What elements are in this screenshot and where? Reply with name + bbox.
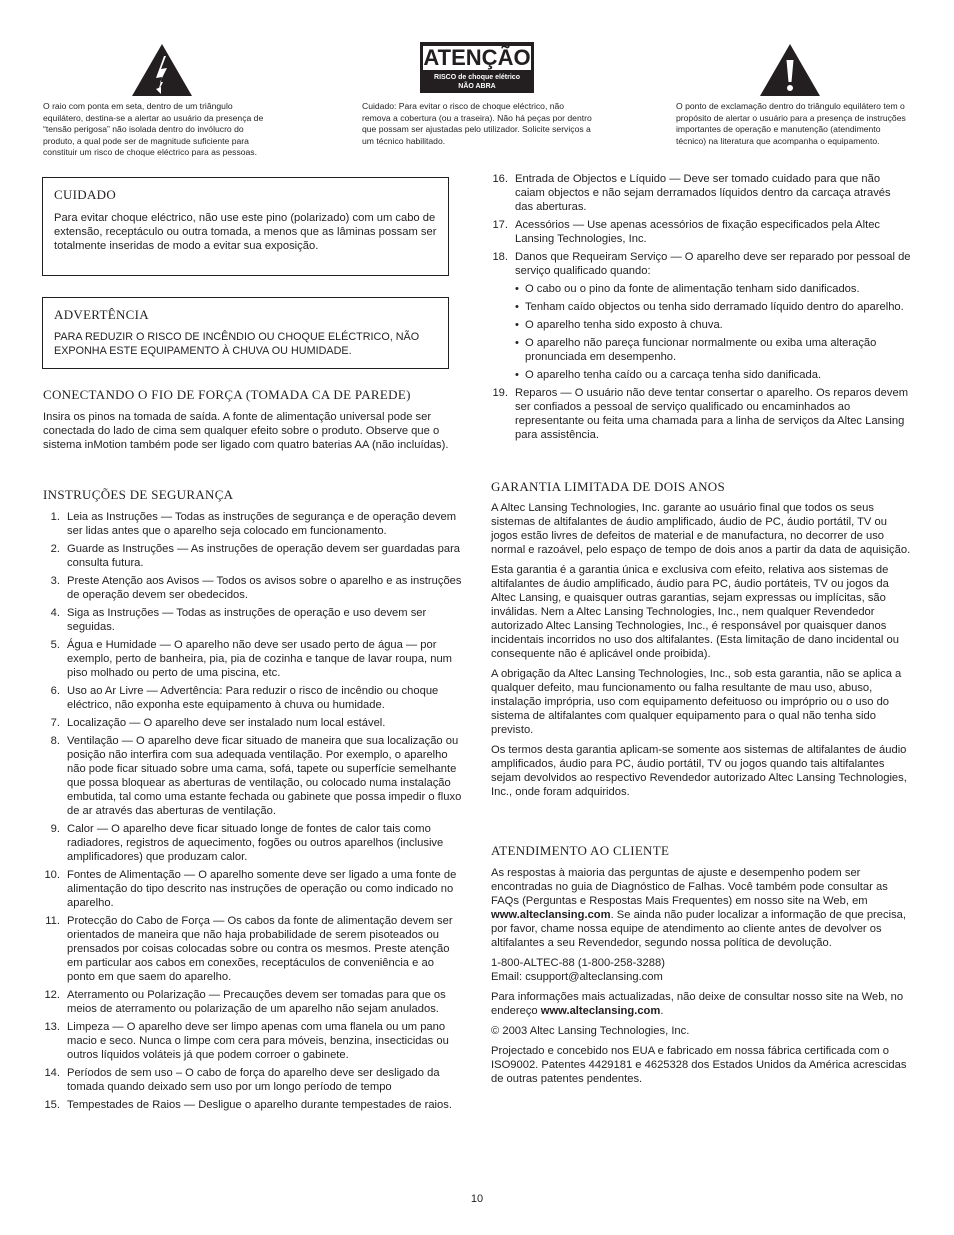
cuidado-text: Para evitar choque eléctrico, não use este pino (polarizado) com um cabo de extensão, receptáculo ou outra tomada, a menos que as lâminas possam ser totalmente inseridas de modo a evitar sua exposição.	[54, 212, 437, 252]
list-item-6	[43, 684, 463, 712]
item-number: 18.	[492, 251, 508, 263]
item-number: 3.	[50, 575, 60, 587]
attention-line-1: RISCO de choque elétrico	[434, 74, 520, 81]
list-item-15	[43, 1098, 463, 1112]
contact-info	[491, 956, 911, 984]
bullet-item: • O aparelho não pareça funcionar normalmente ou exiba uma alteração pronunciada em desempenho.	[515, 337, 877, 363]
advertencia-text: PARA REDUZIR O RISCO DE INCÊNDIO OU CHOQUE ELÉCTRICO, NÃO EXPONHA ESTE EQUIPAMENTO À CHUVA OU HUMIDADE.	[54, 331, 420, 357]
conectando-text: Insira os pinos na tomada de saída. A fonte de alimentação universal pode ser conectada do lado de cima sem qualquer efeito sobre o produto. Observe que o sistema inMotion também pode ser ligado com quatro baterias AA (não incluídas).	[43, 411, 449, 451]
atendimento-body	[491, 866, 911, 1092]
item-text: Siga as Instruções — Todas as instruções de operação e uso devem ser seguidas.	[67, 607, 427, 633]
item-number: 14.	[44, 1067, 60, 1079]
item-text: Ventilação — O aparelho deve ficar situado de maneira que sua localização ou posição não interfira com sua adequada ventilação. Por exemplo, o aparelho não pode ficar situado sobre uma cama, sofá, tapete ou superfície semelhante que possa bloquear as aberturas de ventilação, ou colocado numa instalação embutida, tal como uma estante fechada ou gabinete que possa impedir o fluxo de ar através das aberturas de ventilação.	[67, 735, 462, 817]
conectando-heading: CONECTANDO O FIO DE FORÇA (TOMADA CA DE PAREDE)	[43, 387, 411, 402]
item-number: 7.	[50, 717, 60, 729]
item-text: Reparos — O usuário não deve tentar consertar o aparelho. Os reparos devem ser confiados a pessoal de serviço qualificado ou encaminhados ao representante ou feita uma chamada para a linha de serviços da Altec Lansing para assistência.	[515, 387, 909, 441]
item-text: Água e Humidade — O aparelho não deve ser usado perto de água — por exemplo, perto de banheira, pia, pia de cozinha e tanque de lavar roupa, num piso molhado ou perto de uma piscina, etc.	[67, 639, 452, 679]
instructions-continued	[491, 172, 911, 446]
list-item-11	[43, 914, 463, 984]
attention-line-2: NÃO ABRA	[458, 83, 496, 90]
list-item-13	[43, 1020, 463, 1062]
list-item-18	[491, 250, 911, 278]
item-text: Tempestades de Raios — Desligue o aparelho durante tempestades de raios.	[67, 1099, 452, 1111]
exclamation-warning-icon	[758, 42, 822, 98]
item-number: 2.	[50, 543, 60, 555]
garantia-body	[491, 501, 911, 805]
list-item-12	[43, 988, 463, 1016]
item-text: Uso ao Ar Livre — Advertência: Para reduzir o risco de incêndio ou choque eléctrico, não exponha este equipamento à chuva ou humidade.	[67, 685, 439, 711]
instrucoes-heading: INSTRUÇÕES DE SEGURANÇA	[43, 487, 234, 502]
item-text: Guarde as Instruções — As instruções de operação devem ser guardadas para consulta futura.	[67, 543, 461, 569]
advertencia-title: ADVERTÊNCIA	[54, 307, 149, 322]
list-item-10	[43, 868, 463, 910]
item-text: Limpeza — O aparelho deve ser limpo apenas com uma flanela ou um pano macio e seco. Nunca o limpe com cera para móveis, benzina, insecticidas ou outros líquidos voláteis já que podem corroer o gabinete.	[67, 1021, 449, 1061]
item-text: Preste Atenção aos Avisos — Todos os avisos sobre o aparelho e as instruções de operação devem ser obedecidos.	[67, 575, 462, 601]
safety-instructions-list	[43, 510, 463, 1116]
garantia-paragraph-4: Os termos desta garantia aplicam-se somente aos sistemas de altifalantes de áudio amplificados, áudio para PC, áudio portátil, TV ou jogos quando tais altifalantes sejam devolvidos ao respectivo Revendedor autorizado Altec Lansing Technologies, Inc., onde foram adquiridos.	[491, 744, 907, 798]
garantia-paragraph-3: A obrigação da Altec Lansing Technologies, Inc., sob esta garantia, não se aplica a qualquer defeito, mau funcionamento ou falha resultante de mau uso, abuso, instalação imprópria, uso com equipamento defeituoso ou impróprio ou o uso do sistema de altifalantes com qualquer equipamento para o qual não tenha sido previsto.	[491, 668, 902, 736]
cuidado-title: CUIDADO	[54, 187, 117, 202]
list-item-14	[43, 1066, 463, 1094]
item-number: 13.	[44, 1021, 60, 1033]
item-text: Aterramento ou Polarização — Precauções devem ser tomadas para que os meios de aterramento ou polarização de um aparelho não sejam anulados.	[67, 989, 446, 1015]
item-number: 17.	[492, 219, 508, 231]
email-address: Email: csupport@alteclansing.com	[491, 971, 663, 983]
item-text: Leia as Instruções — Todas as instruções de segurança e de operação devem ser lidas antes que o aparelho seja colocado em funcionamento.	[67, 511, 457, 537]
website-link[interactable]: www.alteclansing.com	[491, 909, 611, 921]
item-number: 12.	[44, 989, 60, 1001]
list-item-9	[43, 822, 463, 864]
manufacturing-note: Projectado e concebido nos EUA e fabricado em nossa fábrica certificada com o ISO9002. Patentes 4429181 e 4625328 dos Estados Unidos da América acrescidas de outras patentes pendentes.	[491, 1045, 907, 1085]
atendimento-paragraph-3: Para informações mais actualizadas, não deixe de consultar nosso site na Web, no endereço www.alteclansing.com.	[491, 991, 904, 1017]
item-number: 4.	[50, 607, 60, 619]
atendimento-heading: ATENDIMENTO AO CLIENTE	[491, 843, 670, 858]
item-number: 11.	[45, 915, 60, 927]
item-text: Fontes de Alimentação — O aparelho somente deve ser ligado a uma fonte de alimentação do tipo descrito nas instruções de operação ou como indicado no aparelho.	[67, 869, 457, 909]
item-number: 5.	[50, 639, 60, 651]
atendimento-paragraph-1: As respostas à maioria das perguntas de ajuste e desempenho podem ser encontradas no guia de Diagnóstico de Falhas. Você também pode consultar as FAQs (Perguntas e Respostas Mais Frequentes) em nosso site na Web, em www.alteclansing.com. Se ainda não puder localizar a informação de que precisa, por favor, chame nossa equipe de atendimento ao cliente antes de devolver os altifalantes a seu Revendedor, segundo nossa política de devolução.	[491, 867, 906, 949]
item-text: Danos que Requeiram Serviço — O aparelho deve ser reparado por pessoal de serviço qualificado quando:	[515, 251, 911, 277]
bullet-item: • O aparelho tenha caído ou a carcaça tenha sido danificada.	[515, 369, 822, 381]
list-item-1	[43, 510, 463, 538]
item-number: 16.	[492, 173, 508, 185]
garantia-paragraph-1: A Altec Lansing Technologies, Inc. garante ao usuário final que todos os seus sistemas de altifalantes de áudio amplificado, áudio de PC, áudio portátil, TV ou jogos estão livres de defeitos de material e de manufactura, no decorrer de uso normal e razoável, pelo espaço de tempo de dois anos a partir da data de aquisição.	[491, 502, 911, 556]
item-number: 10.	[44, 869, 60, 881]
attention-title: ATENÇÃO	[423, 45, 531, 70]
list-item-17	[491, 218, 911, 246]
list-item-2	[43, 542, 463, 570]
list-item-8	[43, 734, 463, 818]
item-text: Calor — O aparelho deve ficar situado longe de fontes de calor tais como radiadores, registros de aquecimento, fogões ou outros aparelhos (inclusive amplificadores) que produzam calor.	[67, 823, 444, 863]
bullet-item: • O aparelho tenha sido exposto à chuva.	[515, 319, 723, 331]
list-item-16	[491, 172, 911, 214]
item-text: Localização — O aparelho deve ser instalado num local estável.	[67, 717, 386, 729]
item-text: Períodos de sem uso – O cabo de força do aparelho deve ser desligado da tomada quando deixado sem uso por um longo período de tempo	[67, 1067, 440, 1093]
copyright: © 2003 Altec Lansing Technologies, Inc.	[491, 1025, 690, 1037]
list-item-4	[43, 606, 463, 634]
cuidado-box	[42, 177, 449, 276]
item-text: Entrada de Objectos e Líquido — Deve ser tomado cuidado para que não caiam objectos e não sejam derramados líquidos dentro da carcaça através das aberturas.	[515, 173, 891, 213]
list-item-19	[491, 386, 911, 442]
garantia-paragraph-2: Esta garantia é a garantia única e exclusiva com efeito, relativa aos sistemas de altifalantes de áudio amplificado, áudio para PC, áudio portáteis, TV ou jogos da Altec Lansing, e quaisquer outras garantias, sejam expressas ou implícitas, são inválidas. Nem a Altec Lansing Technologies, Inc., nem qualquer Revendedor autorizado Altec Lansing Technologies, Inc., é responsável por quaisquer danos incidentais incorridos no uso dos altifalantes. (Esta limitação de dano incidental ou consequente não é aplicável onde proibida).	[491, 564, 899, 660]
bullet-item: • Tenham caído objectos ou tenha sido derramado líquido dentro do aparelho.	[515, 301, 904, 313]
item-number: 15.	[44, 1099, 60, 1111]
garantia-heading: GARANTIA LIMITADA DE DOIS ANOS	[491, 479, 726, 494]
advertencia-box	[42, 297, 449, 369]
lightning-note: O raio com ponta em seta, dentro de um triângulo equilátero, destina-se a alertar ao usuário da presença de “tensão perigosa” não isolada dentro do invólucro do produto, a qual pode ser de magnitude suficiente para constituir um risco de choque eléctrico para as pessoas.	[43, 101, 264, 158]
exclamation-note: O ponto de exclamação dentro do triângulo equilátero tem o propósito de alertar o usuário para a presença de instruções importantes de operação e manutenção (atendimento técnico) na literatura que acompanha o equipamento.	[676, 101, 906, 146]
item-number: 8.	[50, 735, 60, 747]
item-number: 9.	[50, 823, 60, 835]
page-number: 10	[470, 1193, 484, 1205]
item-text: Protecção do Cabo de Força — Os cabos da fonte de alimentação devem ser orientados de maneira que não haja probabilidade de serem pisoteados ou prensados por coisas colocadas sobre ou contra os mesmos. Preste atenção em particular aos cabos em conexões, receptáculos de conveniência e ao ponto em que saem do aparelho.	[67, 915, 453, 983]
phone-number: 1-800-ALTEC-88 (1-800-258-3288)	[491, 957, 665, 969]
list-item-3	[43, 574, 463, 602]
list-item-5	[43, 638, 463, 680]
attention-label	[420, 42, 534, 93]
caution-note: Cuidado: Para evitar o risco de choque eléctrico, não remova a cobertura (ou a traseira). Não há peças por dentro que possam ser ajustadas pelo utilizador. Solicite serviços a um técnico habilitado.	[362, 101, 592, 146]
website-link[interactable]: www.alteclansing.com	[540, 1005, 661, 1017]
lightning-warning-icon	[130, 42, 194, 98]
item-number: 6.	[50, 685, 60, 697]
item-number: 19.	[492, 387, 508, 399]
item-number: 1.	[50, 511, 60, 523]
item-text: Acessórios — Use apenas acessórios de fixação especificados pela Altec Lansing Technologies, Inc.	[515, 219, 881, 245]
bullet-item: • O cabo ou o pino da fonte de alimentação tenham sido danificados.	[515, 283, 860, 295]
list-item-7	[43, 716, 463, 730]
